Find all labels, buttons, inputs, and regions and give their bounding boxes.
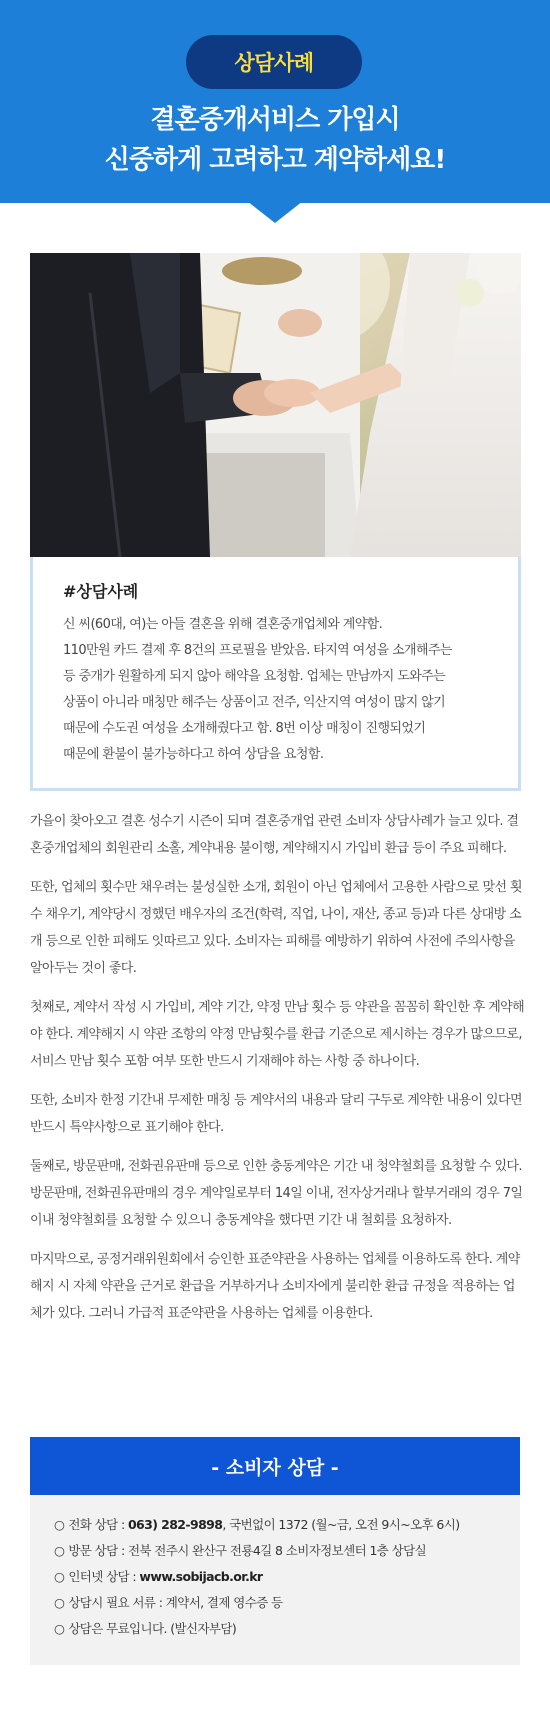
consult-section-title: - 소비자 상담 - [30,1437,520,1495]
case-line: 때문에 환불이 불가능하다고 하여 상담을 요청함. [63,747,324,762]
bullet-circle-icon: ○ [54,1595,65,1610]
headline-line-1: 결혼중개서비스 가입시 [150,105,400,135]
case-line: 등 중개가 원활하게 되지 않아 해약을 요청함. 업체는 만남까지 도와주는 [63,669,446,684]
category-badge: 상담사례 [186,35,362,89]
phone-number[interactable]: 063) 282-9898 [127,1517,223,1532]
article-body [30,808,525,1339]
case-study-title: #상담사례 [63,582,139,601]
web-label: 인터넷 상담 : [68,1569,140,1584]
wedding-photo [30,253,521,557]
consult-visit [54,1538,520,1564]
phone-label: 전화 상담 : [68,1517,128,1532]
consult-web [54,1564,520,1590]
free-text: 상담은 무료입니다. (발신자부담) [68,1621,237,1636]
article-paragraph: 가을이 찾아오고 결혼 성수기 시즌이 되며 결혼중개업 관련 소비자 상담사례가 늘고 있다. 결혼중개업체의 회원관리 소홀, 계약내용 불이행, 계약해지시 가입비 환급 등이 주요 피해다. [30,814,519,856]
header-banner [0,0,550,203]
case-study-text [63,612,493,768]
consult-info-box [30,1495,520,1665]
article-paragraph: 마지막으로, 공정거래위원회에서 승인한 표준약관을 사용하는 업체를 이용하도록 한다. 계약 해지 시 자체 약관을 근거로 환급을 거부하거나 소비자에게 불리한 환급 규정을 적용하는 업체가 있다. 그러니 가급적 표준약관을 사용하는 업체를 이용한다. [30,1252,520,1321]
article-paragraph: 첫째로, 계약서 작성 시 가입비, 계약 기간, 약정 만남 횟수 등 약관을 꼼꼼히 확인한 후 계약해야 한다. 계약해지 시 약관 조항의 약정 만남횟수를 환급 기준으로 제시하는 경우가 많으므로, 서비스 만남 횟수 포함 여부 또한 반드시 기재해야 하는 사항 중 하나이다. [30,1000,525,1069]
headline-line-2: 신중하게 고려하고 계약하세요! [104,145,446,175]
article-paragraph: 또한, 업체의 횟수만 채우려는 불성실한 소개, 회원이 아닌 업체에서 고용한 사람으로 맞선 횟수 채우기, 계약당시 정했던 배우자의 조건(학력, 직업, 나이, 재산, 종교 등)과 다른 상대방 소개 등으로 인한 피해도 잇따르고 있다. 소비자는 피해를 예방하기 위하여 사전에 주의사항을 알아두는 것이 좋다. [30,880,522,976]
case-line: 신 씨(60대, 여)는 아들 결혼을 위해 결혼중개업체와 계약함. [63,617,383,632]
article-paragraph: 또한, 소비자 한정 기간내 무제한 매칭 등 계약서의 내용과 달리 구두로 계약한 내용이 있다면 반드시 특약사항으로 표기해야 한다. [30,1093,522,1135]
consult-docs [54,1590,520,1616]
case-study-box [30,557,521,791]
header-pointer [247,201,303,223]
web-link[interactable]: www.sobijacb.or.kr [139,1569,263,1584]
phone-hours: , 국번없이 1372 (월~금, 오전 9시~오후 6시) [222,1517,460,1532]
bullet-circle-icon: ○ [54,1621,65,1636]
visit-text: 방문 상담 : 전북 전주시 완산구 전룡4길 8 소비자정보센터 1층 상담실 [68,1543,427,1558]
case-line: 때문에 수도권 여성을 소개해줬다고 함. 8번 이상 매칭이 진행되었기 [63,721,426,736]
consult-phone [54,1512,520,1538]
bullet-circle-icon: ○ [54,1517,65,1532]
page-title [0,100,550,180]
case-line: 상품이 아니라 매칭만 해주는 상품이고 전주, 익산지역 여성이 많지 않기 [63,695,446,710]
consult-free [54,1616,520,1642]
bullet-circle-icon: ○ [54,1543,65,1558]
bullet-circle-icon: ○ [54,1569,65,1584]
docs-text: 상담시 필요 서류 : 계약서, 결제 영수증 등 [68,1595,283,1610]
case-line: 110만원 카드 결제 후 8건의 프로필을 받았음. 타지역 여성을 소개해주는 [63,643,452,658]
article-paragraph: 둘째로, 방문판매, 전화권유판매 등으로 인한 충동계약은 기간 내 청약철회를 요청할 수 있다. 방문판매, 전화권유판매의 경우 계약일로부터 14일 이내, 전자상거래나 할부거래의 경우 7일 이내 청약철회를 요청할 수 있으니 충동계약을 했다면 기간 내 철회를 요청하자. [30,1159,523,1228]
